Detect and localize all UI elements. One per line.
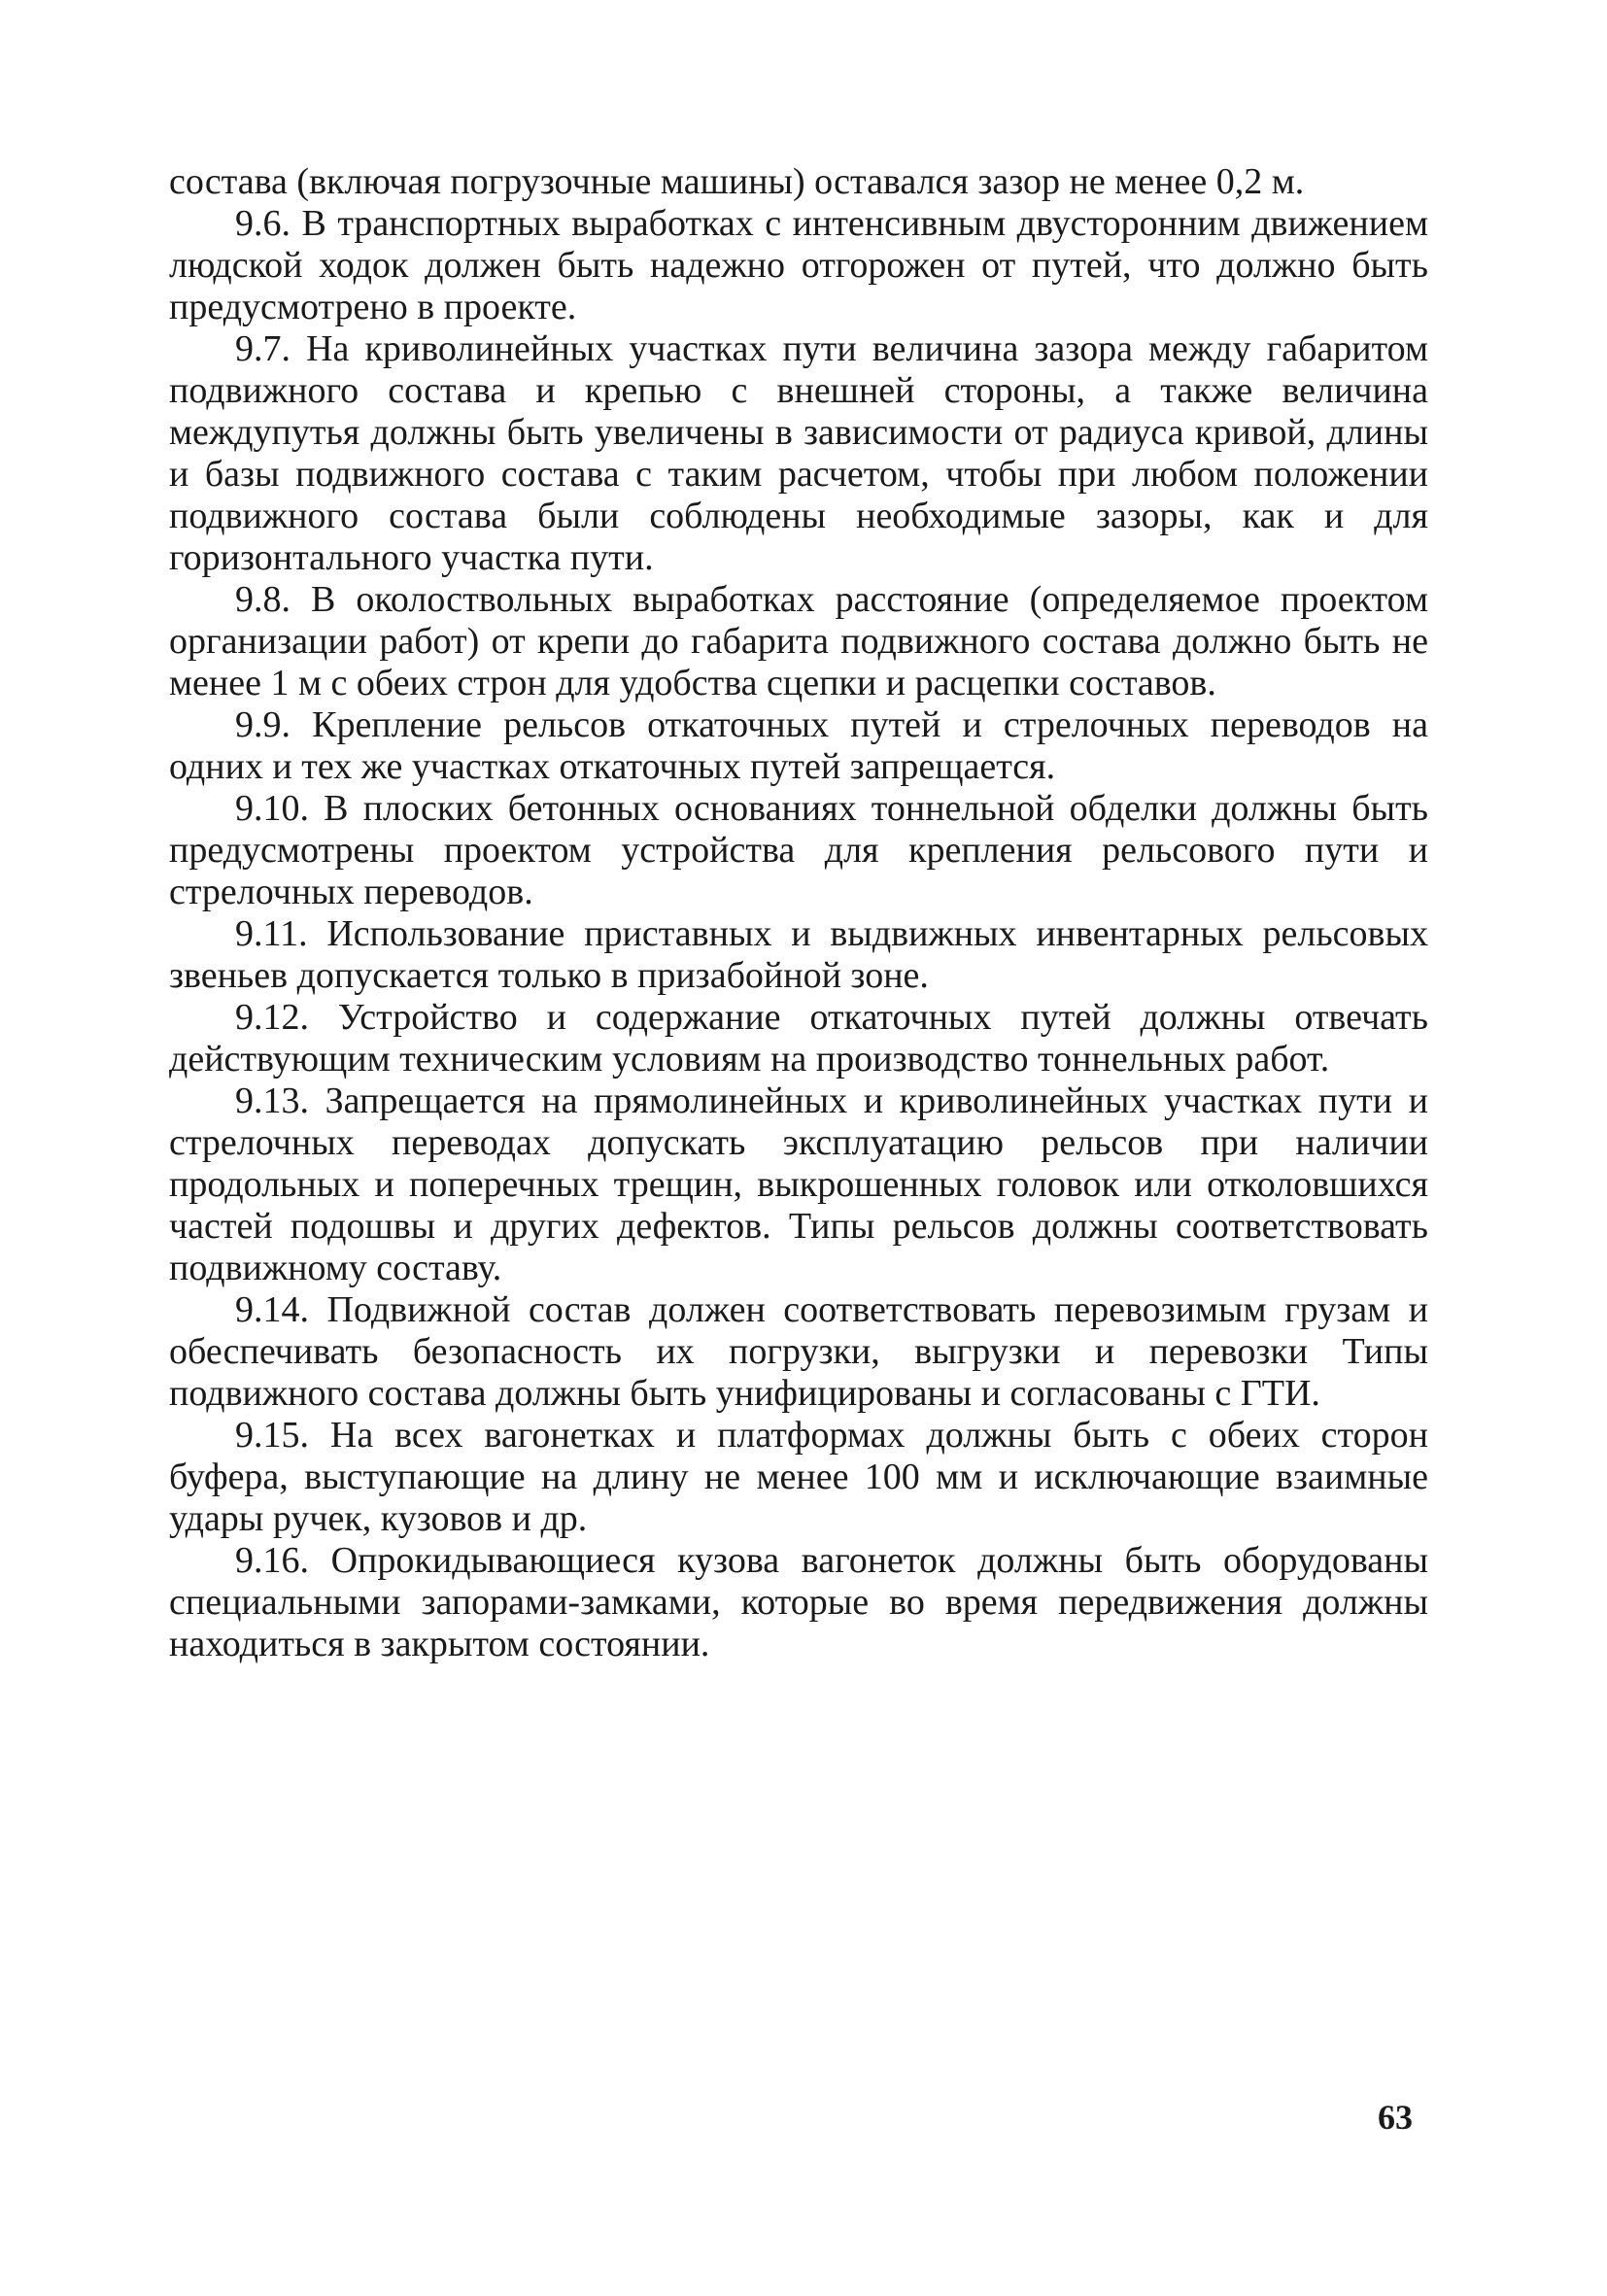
paragraph-9-15: 9.15. На всех вагонетках и платформах должны быть с обеих сторон буфера, выступающие на длину не менее 100 мм и исключающие взаимные удары ручек, кузовов и др. [169,1415,1428,1539]
paragraph-continuation: состава (включая погрузочные машины) оставался зазор не менее 0,2 м. [169,161,1305,202]
paragraph-9-12: 9.12. Устройство и содержание откаточных путей должны отвечать действующим техническим условиям на производство тоннельных работ. [169,997,1428,1079]
paragraph-9-16: 9.16. Опрокидывающиеся кузова вагонеток должны быть оборудованы специальными запорами-замками, которые во время передвижения должны находиться в закрытом состоянии. [169,1540,1428,1664]
paragraph-9-9: 9.9. Крепление рельсов откаточных путей и стрелочных переводов на одних и тех же участках откаточных путей запрещается. [169,704,1428,787]
paragraph-9-10: 9.10. В плоских бетонных основаниях тоннельной обделки должны быть предусмотрены проектом устройства для крепления рельсового пути и стрелочных переводов. [169,788,1428,912]
paragraph-9-6: 9.6. В транспортных выработках с интенсивным двусторонним движением людской ходок должен быть надежно отгорожен от путей, что должно быть предусмотрено в проекте. [169,203,1428,327]
page-number: 63 [1378,2098,1413,2137]
paragraph-9-14: 9.14. Подвижной состав должен соответствовать перевозимым грузам и обеспечивать безопасность их погрузки, выгрузки и перевозки Типы подвижного состава должны быть унифицированы и согласованы с ГТИ. [169,1289,1428,1414]
document-body [169,161,1428,1665]
paragraph-9-7: 9.7. На криволинейных участках пути величина зазора между габаритом подвижного состава и крепью с внешней стороны, а также величина междупутья должны быть увеличены в зависимости от радиуса кривой, длины и базы подвижного состава с таким расчетом, чтобы при любом положении подвижного состава были соблюдены необходимые зазоры, как и для горизонтального участка пути. [169,328,1428,578]
paragraph-9-8: 9.8. В околоствольных выработках расстояние (определяемое проектом организации работ) от крепи до габарита подвижного состава должно быть не менее 1 м с обеих строн для удобства сцепки и расцепки составов. [169,579,1428,703]
paragraph-9-13: 9.13. Запрещается на прямолинейных и криволинейных участках пути и стрелочных переводах допускать эксплуатацию рельсов при наличии продольных и поперечных трещин, выкрошенных головок или отколовшихся частей подошвы и других дефектов. Типы рельсов должны соответствовать подвижному составу. [169,1080,1428,1288]
paragraph-9-11: 9.11. Использование приставных и выдвижных инвентарных рельсовых звеньев допускается только в призабойной зоне. [169,913,1428,996]
